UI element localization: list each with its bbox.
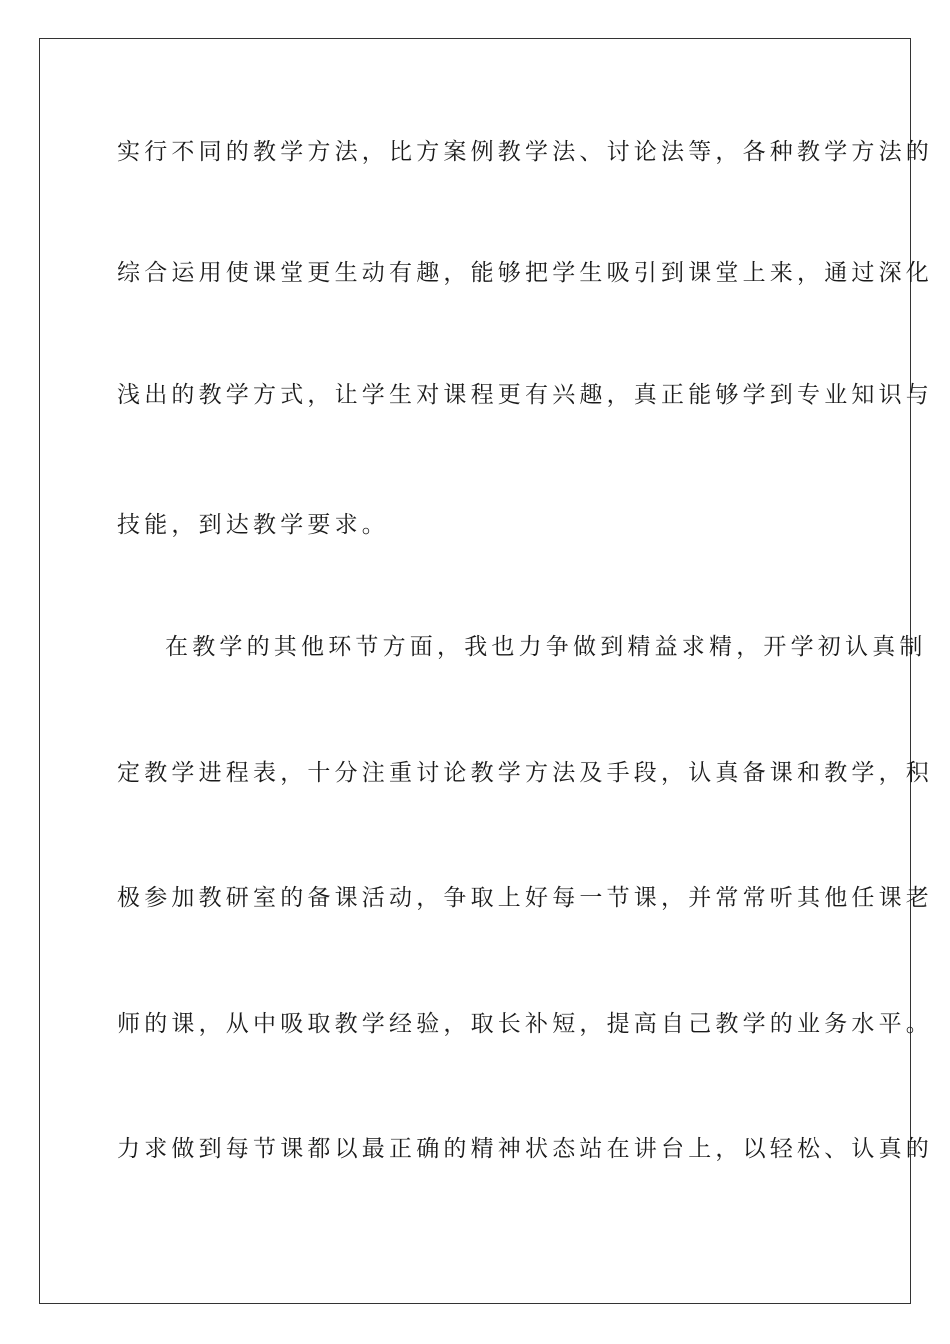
paragraph-line-4: 技能，到达教学要求。 bbox=[117, 512, 389, 538]
paragraph-line-3: 浅出的教学方式，让学生对课程更有兴趣，真正能够学到专业知识与 bbox=[117, 382, 933, 408]
page-border bbox=[39, 38, 933, 1304]
paragraph-line-1: 实行不同的教学方法，比方案例教学法、讨论法等，各种教学方法的 bbox=[117, 139, 933, 165]
paragraph-line-7: 极参加教研室的备课活动，争取上好每一节课，并常常听其他任课老 bbox=[117, 885, 933, 911]
paragraph-line-2: 综合运用使课堂更生动有趣，能够把学生吸引到课堂上来，通过深化 bbox=[117, 260, 933, 286]
paragraph-line-5: 在教学的其他环节方面，我也力争做到精益求精，开学初认真制 bbox=[165, 634, 927, 660]
paragraph-line-8: 师的课，从中吸取教学经验，取长补短，提高自己教学的业务水平。 bbox=[117, 1011, 933, 1037]
paragraph-line-6: 定教学进程表，十分注重讨论教学方法及手段，认真备课和教学，积 bbox=[117, 760, 933, 786]
paragraph-line-9: 力求做到每节课都以最正确的精神状态站在讲台上，以轻松、认真的 bbox=[117, 1136, 933, 1162]
